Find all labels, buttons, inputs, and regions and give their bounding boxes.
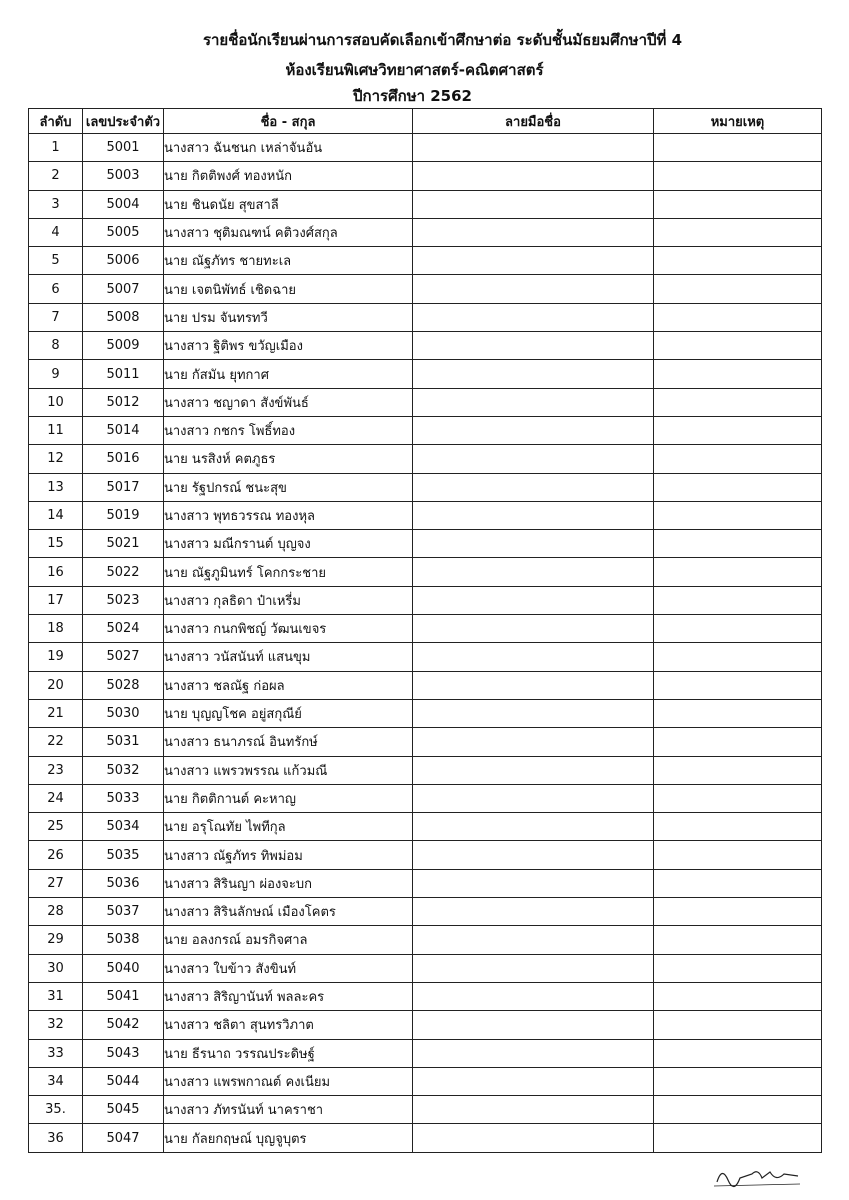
student-name: นางสาว ใบข้าว สังขินท์ (164, 954, 413, 982)
signature-cell (413, 360, 654, 388)
student-name: นางสาว พุทธวรรณ ทองหุล (164, 501, 413, 529)
row-number: 4 (29, 218, 83, 246)
signature-cell (413, 784, 654, 812)
row-number: 6 (29, 275, 83, 303)
remark-cell (654, 218, 822, 246)
signature-cell (413, 643, 654, 671)
student-id: 5045 (83, 1096, 164, 1124)
row-number: 15 (29, 530, 83, 558)
student-id: 5003 (83, 162, 164, 190)
remark-cell (654, 756, 822, 784)
table-row (29, 360, 822, 388)
remark-cell (654, 926, 822, 954)
student-name: นาย กัลยกฤษณ์ บุญจูบุตร (164, 1124, 413, 1152)
student-id: 5030 (83, 699, 164, 727)
student-roster-table (28, 108, 822, 1153)
student-id: 5019 (83, 501, 164, 529)
student-name: นางสาว ชลณัฐ ก่อผล (164, 671, 413, 699)
student-id: 5001 (83, 134, 164, 162)
table-row (29, 473, 822, 501)
row-number: 33 (29, 1039, 83, 1067)
student-id: 5017 (83, 473, 164, 501)
header-remark: หมายเหตุ (654, 109, 822, 134)
student-name: นางสาว สิริญานันท์ พลละคร (164, 982, 413, 1010)
student-name: นางสาว ชุติมณฑน์ คติวงศ์สกุล (164, 218, 413, 246)
student-id: 5040 (83, 954, 164, 982)
student-id: 5047 (83, 1124, 164, 1152)
student-name: นางสาว แพรพกาณต์ คงเนียม (164, 1067, 413, 1095)
signature-cell (413, 501, 654, 529)
table-row (29, 190, 822, 218)
remark-cell (654, 699, 822, 727)
table-row (29, 558, 822, 586)
student-id: 5036 (83, 869, 164, 897)
student-id: 5004 (83, 190, 164, 218)
student-name: นาย ชินดนัย สุขสาลี (164, 190, 413, 218)
remark-cell (654, 445, 822, 473)
table-body (29, 134, 822, 1153)
signature-cell (413, 247, 654, 275)
row-number: 32 (29, 1011, 83, 1039)
signature-cell (413, 445, 654, 473)
remark-cell (654, 982, 822, 1010)
row-number: 9 (29, 360, 83, 388)
table-row (29, 247, 822, 275)
table-row (29, 898, 822, 926)
remark-cell (654, 275, 822, 303)
header-name: ชื่อ - สกุล (164, 109, 413, 134)
student-name: นาย ณัฐภัทร ชายทะเล (164, 247, 413, 275)
document-title: รายชื่อนักเรียนผ่านการสอบคัดเลือกเข้าศึกษาต่อ ระดับชั้นมัธยมศึกษาปีที่ 4 (202, 31, 683, 49)
remark-cell (654, 728, 822, 756)
academic-year: ปีการศึกษา 2562 (353, 87, 472, 105)
signature-cell (413, 728, 654, 756)
signature-cell (413, 332, 654, 360)
table-row (29, 1011, 822, 1039)
student-name: นางสาว กชกร โพธิ์ทอง (164, 416, 413, 444)
header-signature: ลายมือชื่อ (413, 109, 654, 134)
remark-cell (654, 416, 822, 444)
row-number: 18 (29, 615, 83, 643)
table-row (29, 954, 822, 982)
student-name: นาย กิตติกานต์ คะหาญ (164, 784, 413, 812)
table-row (29, 501, 822, 529)
handwritten-signature (712, 1160, 802, 1190)
row-number: 30 (29, 954, 83, 982)
student-name: นางสาว มณีกรานต์ บุญจง (164, 530, 413, 558)
remark-cell (654, 162, 822, 190)
student-name: นางสาว แพรวพรรณ แก้วมณี (164, 756, 413, 784)
row-number: 11 (29, 416, 83, 444)
signature-cell (413, 162, 654, 190)
student-id: 5031 (83, 728, 164, 756)
student-name: นาย ปรม จันทรทวี (164, 303, 413, 331)
remark-cell (654, 1124, 822, 1152)
remark-cell (654, 558, 822, 586)
signature-cell (413, 869, 654, 897)
table-row (29, 1096, 822, 1124)
student-name: นาย อรุโณทัย ไพทีกุล (164, 813, 413, 841)
student-id: 5008 (83, 303, 164, 331)
table-row (29, 728, 822, 756)
student-id: 5033 (83, 784, 164, 812)
student-id: 5034 (83, 813, 164, 841)
student-id: 5011 (83, 360, 164, 388)
remark-cell (654, 643, 822, 671)
student-name: นาย อลงกรณ์ อมรกิจศาล (164, 926, 413, 954)
remark-cell (654, 954, 822, 982)
signature-cell (413, 756, 654, 784)
student-id: 5021 (83, 530, 164, 558)
table-row (29, 303, 822, 331)
table-row (29, 784, 822, 812)
table-row (29, 1039, 822, 1067)
remark-cell (654, 813, 822, 841)
student-name: นางสาว ชญาดา สังข์พันธ์ (164, 388, 413, 416)
row-number: 5 (29, 247, 83, 275)
signature-cell (413, 982, 654, 1010)
student-id: 5044 (83, 1067, 164, 1095)
table-row (29, 841, 822, 869)
row-number: 27 (29, 869, 83, 897)
remark-cell (654, 473, 822, 501)
remark-cell (654, 360, 822, 388)
signature-cell (413, 473, 654, 501)
row-number: 19 (29, 643, 83, 671)
remark-cell (654, 898, 822, 926)
remark-cell (654, 615, 822, 643)
remark-cell (654, 671, 822, 699)
row-number: 20 (29, 671, 83, 699)
signature-cell (413, 416, 654, 444)
student-id: 5022 (83, 558, 164, 586)
student-id: 5027 (83, 643, 164, 671)
row-number: 21 (29, 699, 83, 727)
table-row (29, 1124, 822, 1152)
remark-cell (654, 501, 822, 529)
signature-cell (413, 841, 654, 869)
signature-cell (413, 813, 654, 841)
student-name: นางสาว ฉันชนก เหล่าจันอัน (164, 134, 413, 162)
student-id: 5043 (83, 1039, 164, 1067)
table-header-row (29, 109, 822, 134)
remark-cell (654, 388, 822, 416)
row-number: 35. (29, 1096, 83, 1124)
student-id: 5032 (83, 756, 164, 784)
student-name: นางสาว ณัฐภัทร ทิพม่อม (164, 841, 413, 869)
signature-cell (413, 558, 654, 586)
row-number: 25 (29, 813, 83, 841)
remark-cell (654, 190, 822, 218)
table-row (29, 699, 822, 727)
document-subtitle: ห้องเรียนพิเศษวิทยาศาสตร์-คณิตศาสตร์ (285, 61, 544, 79)
signature-cell (413, 926, 654, 954)
signature-cell (413, 699, 654, 727)
table-row (29, 869, 822, 897)
student-name: นางสาว สิรินลักษณ์ เมืองโคตร (164, 898, 413, 926)
student-id: 5035 (83, 841, 164, 869)
student-name: นาย ธีรนาถ วรรณประดิษฐ์ (164, 1039, 413, 1067)
signature-cell (413, 530, 654, 558)
student-id: 5041 (83, 982, 164, 1010)
row-number: 26 (29, 841, 83, 869)
remark-cell (654, 1011, 822, 1039)
student-name: นางสาว กุลธิดา ป๋าเหรี่ม (164, 586, 413, 614)
signature-cell (413, 1124, 654, 1152)
signature-cell (413, 218, 654, 246)
student-name: นาย เจตนิพัทธ์ เชิดฉาย (164, 275, 413, 303)
row-number: 36 (29, 1124, 83, 1152)
remark-cell (654, 1096, 822, 1124)
table-row (29, 275, 822, 303)
row-number: 7 (29, 303, 83, 331)
table-row (29, 445, 822, 473)
student-name: นางสาว ฐิติพร ขวัญเมือง (164, 332, 413, 360)
row-number: 24 (29, 784, 83, 812)
row-number: 14 (29, 501, 83, 529)
table-row (29, 416, 822, 444)
student-id: 5038 (83, 926, 164, 954)
row-number: 8 (29, 332, 83, 360)
row-number: 12 (29, 445, 83, 473)
signature-cell (413, 1039, 654, 1067)
remark-cell (654, 134, 822, 162)
signature-cell (413, 615, 654, 643)
signature-cell (413, 275, 654, 303)
student-name: นางสาว กนกพิชญ์ วัฒนเขจร (164, 615, 413, 643)
table-row (29, 615, 822, 643)
student-id: 5024 (83, 615, 164, 643)
row-number: 2 (29, 162, 83, 190)
row-number: 23 (29, 756, 83, 784)
table-row (29, 530, 822, 558)
student-name: นาย กิตติพงศ์ ทองหนัก (164, 162, 413, 190)
remark-cell (654, 303, 822, 331)
signature-cell (413, 586, 654, 614)
remark-cell (654, 1039, 822, 1067)
row-number: 17 (29, 586, 83, 614)
table-row (29, 926, 822, 954)
table-row (29, 162, 822, 190)
signature-cell (413, 671, 654, 699)
signature-cell (413, 190, 654, 218)
student-id: 5012 (83, 388, 164, 416)
signature-cell (413, 898, 654, 926)
table-row (29, 982, 822, 1010)
signature-cell (413, 303, 654, 331)
student-name: นาย กัสมัน ยุทกาศ (164, 360, 413, 388)
remark-cell (654, 530, 822, 558)
signature-cell (413, 954, 654, 982)
row-number: 34 (29, 1067, 83, 1095)
student-id: 5014 (83, 416, 164, 444)
row-number: 16 (29, 558, 83, 586)
row-number: 31 (29, 982, 83, 1010)
row-number: 3 (29, 190, 83, 218)
signature-cell (413, 1011, 654, 1039)
student-id: 5016 (83, 445, 164, 473)
remark-cell (654, 784, 822, 812)
table-row (29, 332, 822, 360)
student-id: 5006 (83, 247, 164, 275)
row-number: 22 (29, 728, 83, 756)
remark-cell (654, 841, 822, 869)
signature-cell (413, 1096, 654, 1124)
student-name: นางสาว ชลิตา สุนทรวิภาต (164, 1011, 413, 1039)
table-row (29, 134, 822, 162)
student-name: นาย บุญญโชค อยู่สกุณีย์ (164, 699, 413, 727)
remark-cell (654, 869, 822, 897)
row-number: 29 (29, 926, 83, 954)
student-name: นางสาว ภัทรนันท์ นาคราชา (164, 1096, 413, 1124)
table-row (29, 218, 822, 246)
student-name: นางสาว สิรินญา ผ่องจะบก (164, 869, 413, 897)
table-row (29, 643, 822, 671)
header-no: ลำดับ (29, 109, 83, 134)
student-id: 5028 (83, 671, 164, 699)
table-row (29, 756, 822, 784)
student-id: 5005 (83, 218, 164, 246)
row-number: 13 (29, 473, 83, 501)
student-name: นาย นรสิงห์ คตภูธร (164, 445, 413, 473)
student-name: นาย รัฐปกรณ์ ชนะสุข (164, 473, 413, 501)
table-row (29, 671, 822, 699)
signature-cell (413, 388, 654, 416)
remark-cell (654, 1067, 822, 1095)
row-number: 1 (29, 134, 83, 162)
signature-cell (413, 1067, 654, 1095)
student-name: นางสาว ธนาภรณ์ อินทรักษ์ (164, 728, 413, 756)
student-id: 5009 (83, 332, 164, 360)
header-student-id: เลขประจำตัว (83, 109, 164, 134)
table-row (29, 586, 822, 614)
student-name: นาย ณัฐภูมินทร์ โคกกระชาย (164, 558, 413, 586)
student-id: 5037 (83, 898, 164, 926)
remark-cell (654, 247, 822, 275)
student-id: 5042 (83, 1011, 164, 1039)
table-row (29, 388, 822, 416)
remark-cell (654, 332, 822, 360)
row-number: 10 (29, 388, 83, 416)
row-number: 28 (29, 898, 83, 926)
signature-cell (413, 134, 654, 162)
student-id: 5023 (83, 586, 164, 614)
student-id: 5007 (83, 275, 164, 303)
remark-cell (654, 586, 822, 614)
table-row (29, 1067, 822, 1095)
table-row (29, 813, 822, 841)
student-name: นางสาว วนัสนันท์ แสนขุม (164, 643, 413, 671)
